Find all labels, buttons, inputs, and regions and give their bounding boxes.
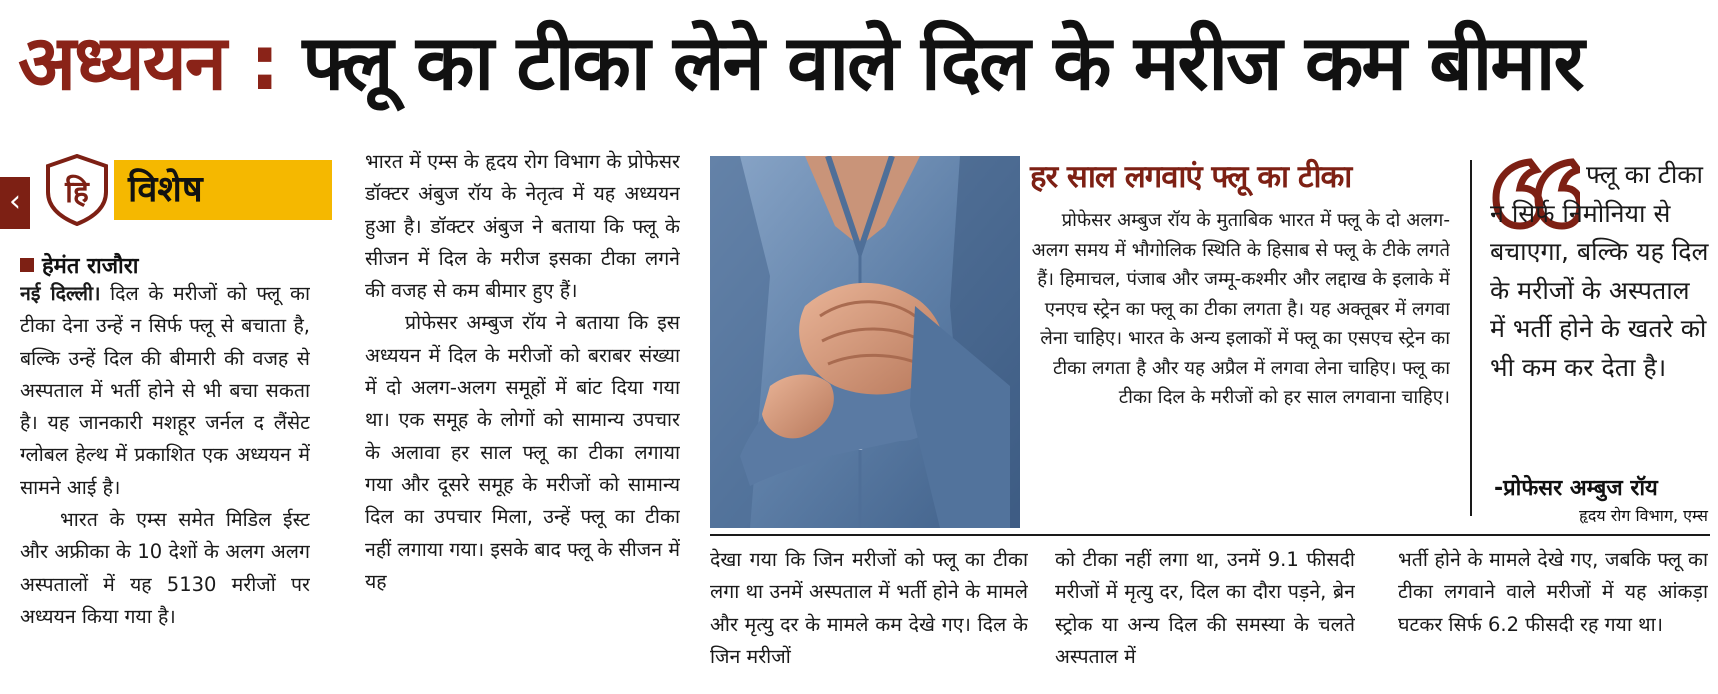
chevron-left-icon: ‹	[9, 184, 21, 219]
column1-paragraph-1	[20, 278, 310, 504]
column3-text: देखा गया कि जिन मरीजों को फ्लू का टीका लगा था उनमें अस्पताल में भर्ती होने के मामले और मृत्यु दर के मामले कम देखे गए। दिल के जिन मरीजों	[710, 548, 1028, 668]
sidebar-title: हर साल लगवाएं फ्लू का टीका	[1030, 159, 1352, 195]
column2-paragraph-1: भारत में एम्स के हृदय रोग विभाग के प्रोफेसर डॉक्टर अंबुज रॉय के नेतृत्व में यह अध्ययन हुआ है। डॉक्टर अंबुज ने बताया कि फ्लू के सीजन में दिल के मरीज इसका टीका लगने की वजह से कम बीमार हुए हैं।	[365, 150, 680, 303]
section-badge	[44, 154, 332, 226]
column4-text: को टीका नहीं लगा था, उनमें 9.1 फीसदी मरीजों में मृत्यु दर, दिल का दौरा पड़ने, ब्रेन स्ट्रोक या अन्य दिल की समस्या के चलते अस्पताल में	[1055, 548, 1355, 668]
article-photo	[710, 156, 1020, 528]
chest-pain-illustration	[710, 156, 1020, 528]
column2-paragraph-2: प्रोफेसर अम्बुज रॉय ने बताया कि इस अध्ययन में दिल के मरीजों को बराबर संख्या में दो अलग-अलग समूहों में बांट दिया गया था। एक समूह के लोगों को सामान्य उपचार के अलावा हर साल फ्लू का टीका लगाया गया और दूसरे समूह के मरीजों को सामान्य दिल का उपचार मिला, उन्हें फ्लू का टीका नहीं लगाया गया। इसके बाद फ्लू के सीजन में यह	[365, 311, 680, 593]
article-column-3	[710, 544, 1028, 684]
column1-paragraph-2: भारत के एम्स समेत मिडिल ईस्ट और अफ्रीका के 10 देशों के अलग अलग अस्पतालों में यह 5130 मरीजों पर अध्ययन किया गया है।	[20, 508, 310, 628]
pull-quote-text: फ्लू का टीका न सिर्फ निमोनिया से बचाएगा, बल्कि यह दिल के मरीजों के अस्पताल में भर्ती होने के खतरे को भी कम कर देता है।	[1490, 160, 1709, 382]
badge-logo-letter: हि	[65, 175, 89, 210]
section-label: विशेष	[114, 160, 332, 220]
vertical-divider	[1470, 160, 1472, 516]
column5-text: भर्ती होने के मामले देखे गए, जबकि फ्लू का टीका लगवाने वाले मरीजों में यह आंकड़ा घटकर सिर्फ 6.2 फीसदी रह गया था।	[1398, 548, 1708, 636]
horizontal-divider	[710, 534, 1710, 536]
prev-page-button[interactable]	[0, 177, 30, 229]
dateline: नई दिल्ली।	[20, 282, 101, 305]
quote-author: -प्रोफेसर अम्बुज रॉय	[1494, 476, 1658, 501]
pull-quote	[1490, 156, 1710, 476]
quote-indent-spacer	[1490, 156, 1586, 157]
sidebar-text: प्रोफेसर अम्बुज रॉय के मुताबिक भारत में फ्लू के दो अलग-अलग समय में भौगोलिक स्थिति के हिसाब से फ्लू के टीके लगते हैं। हिमाचल, पंजाब और जम्मू-कश्मीर और लद्दाख के इलाके में एनएच स्ट्रेन का फ्लू का टीका लगता है। यह अक्तूबर में लगवा लेना चाहिए। भारत के अन्य इलाकों में फ्लू का एसएच स्ट्रेन का टीका लगता है और यह अप्रैल में लगवा लेना चाहिए। फ्लू का टीका दिल के मरीजों को हर साल लगवाना चाहिए।	[1031, 210, 1450, 408]
shield-logo-icon	[44, 154, 110, 226]
byline-author: हेमंत राजौरा	[42, 254, 139, 279]
article-column-5	[1398, 544, 1708, 684]
headline-kicker: अध्ययन :	[18, 18, 278, 107]
headline	[18, 4, 1708, 122]
article-column-4	[1055, 544, 1355, 684]
column1-para1-text: दिल के मरीजों को फ्लू का टीका देना उन्हें न सिर्फ फ्लू से बचाता है, बल्कि उन्हें दिल की बीमारी की वजह से अस्पताल में भर्ती होने से भी बचा सकता है। यह जानकारी मशहूर जर्नल द लैंसेट ग्लोबल हेल्थ में प्रकाशित एक अध्ययन में सामने आई है।	[20, 282, 310, 499]
article-column-1	[20, 278, 310, 678]
quote-department: हृदय रोग विभाग, एम्स	[1579, 506, 1708, 525]
article-column-2	[365, 146, 680, 676]
byline-bullet-icon	[20, 258, 34, 272]
headline-title: फ्लू का टीका लेने वाले दिल के मरीज कम बीमार	[302, 18, 1583, 107]
byline	[20, 250, 138, 280]
